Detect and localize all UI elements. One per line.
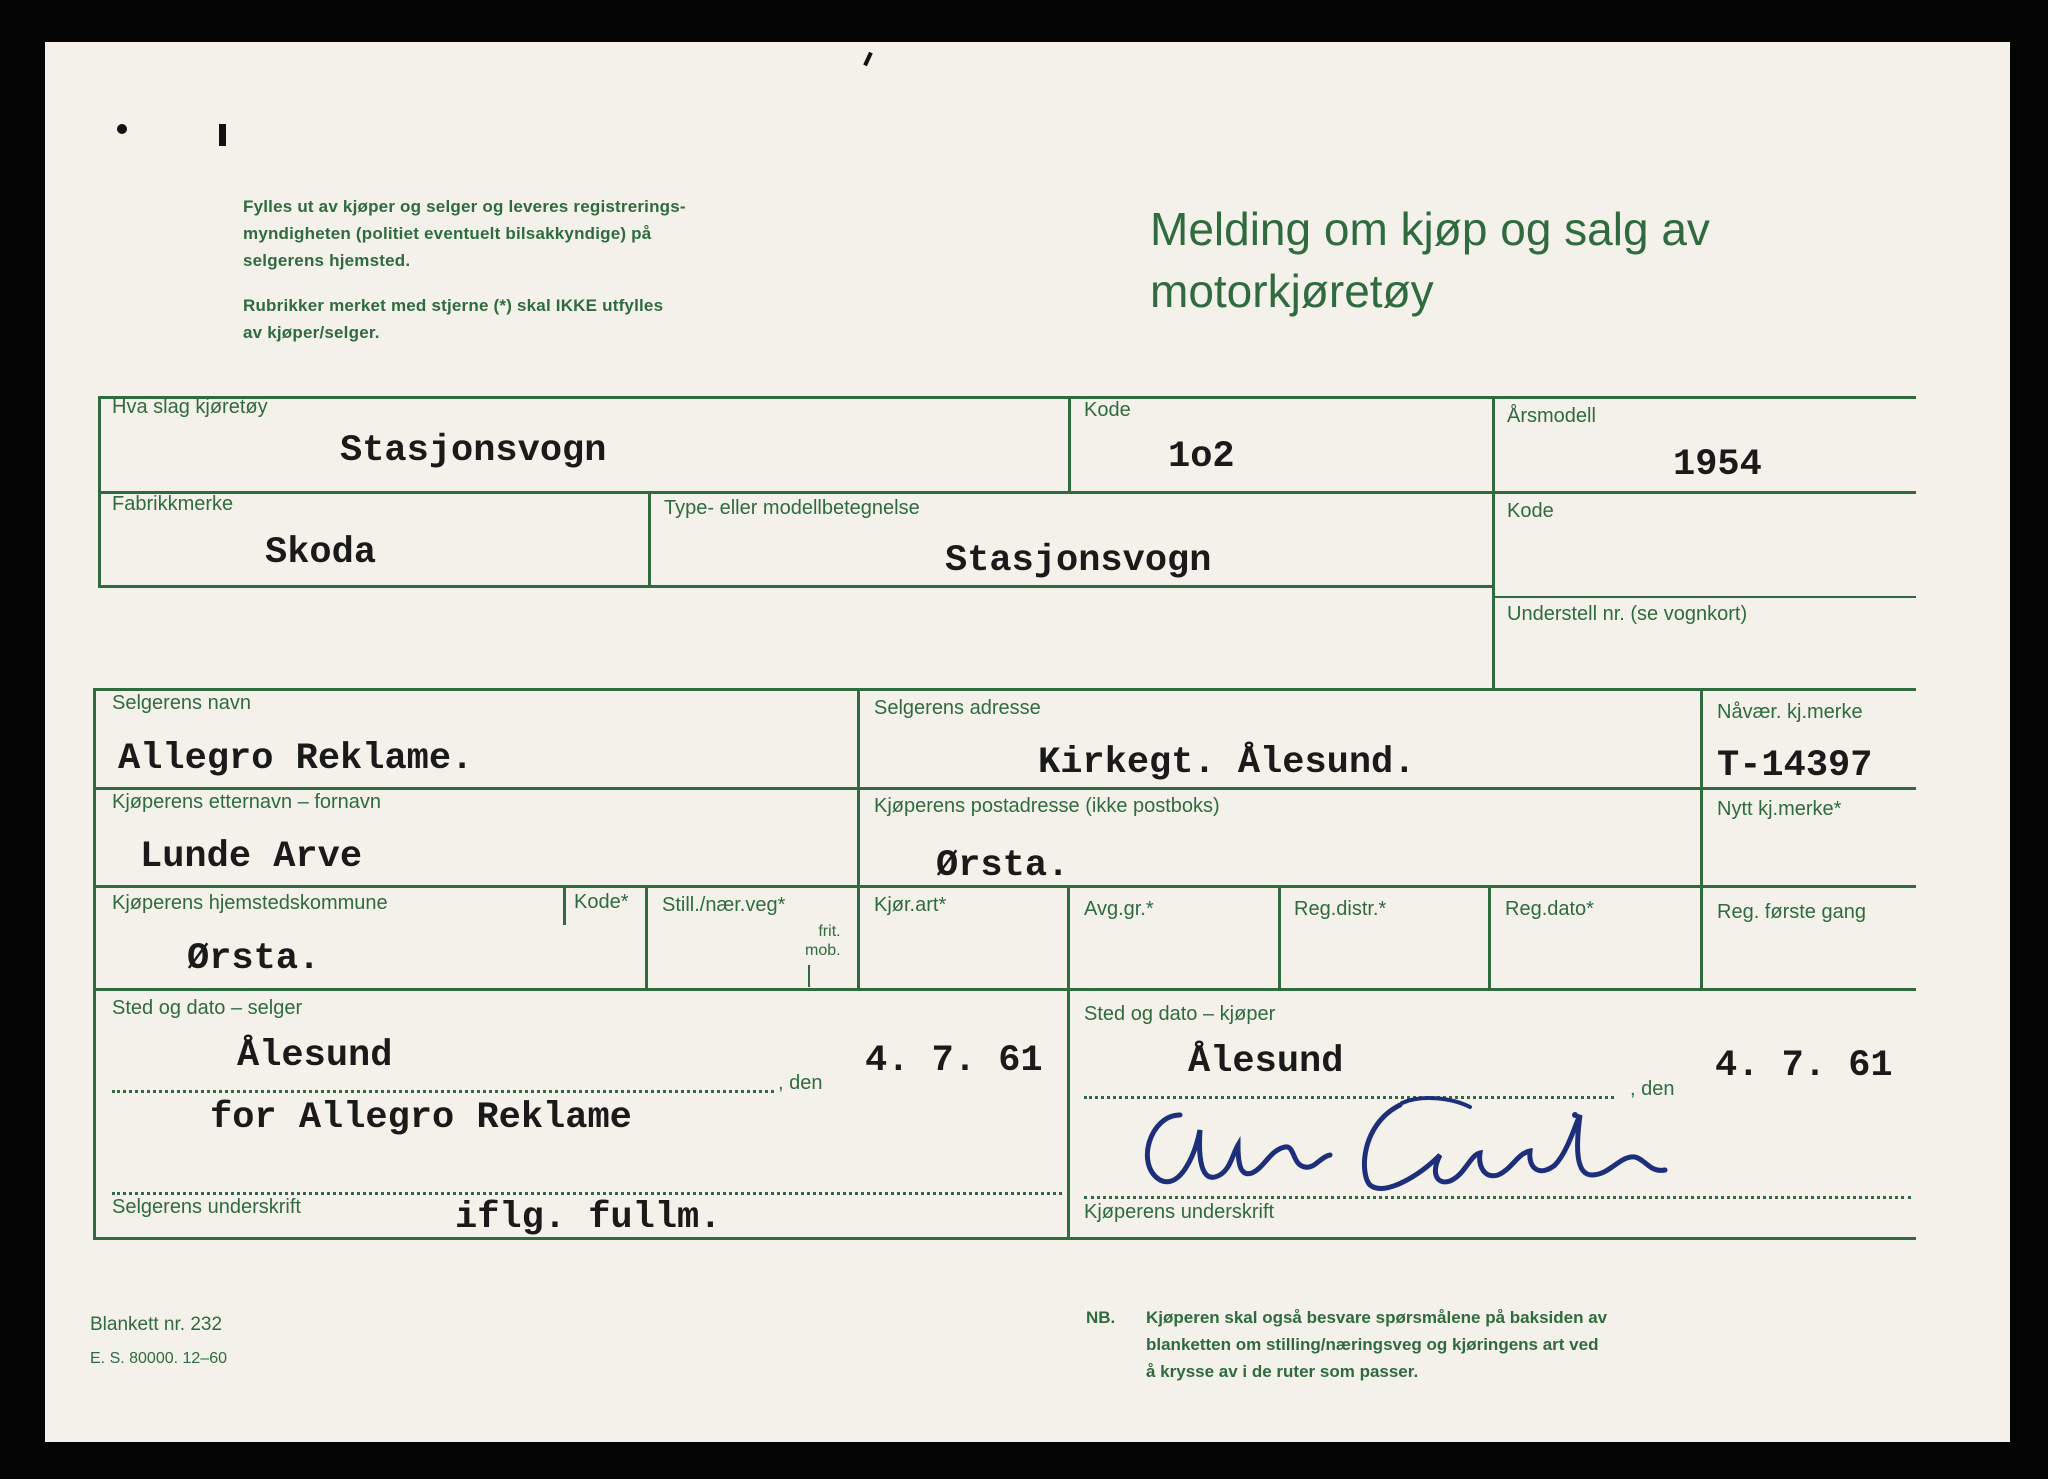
seller-address-value: Kirkegt. Ålesund.	[1038, 742, 1416, 784]
drive-type-label: Kjør.art*	[874, 894, 947, 916]
buyer-signature-label: Kjøperens underskrift	[1084, 1201, 1275, 1223]
seller-place-date-label: Sted og dato – selger	[112, 997, 303, 1019]
buyer-den-label: , den	[1630, 1078, 1675, 1100]
rule	[95, 688, 1916, 691]
rule	[1067, 885, 1070, 1240]
buyer-name-label: Kjøperens etternavn – fornavn	[112, 791, 382, 813]
buyer-municipality-label: Kjøperens hjemstedskommune	[112, 892, 388, 914]
buyer-address-value: Ørsta.	[936, 845, 1070, 887]
buyer-name-value: Lunde Arve	[140, 836, 363, 878]
rule	[648, 491, 651, 588]
code2-label: Kode	[1507, 500, 1554, 522]
buyer-address-label: Kjøperens postadresse (ikke postboks)	[874, 795, 1220, 817]
occupation-label: Still./nær.veg*	[662, 894, 786, 916]
rule	[645, 885, 648, 990]
nb-note	[1146, 1304, 1786, 1385]
rule	[95, 988, 1916, 991]
instruction-line-4: Rubrikker merket med stjerne (*) skal IKKE utfylles	[243, 296, 664, 315]
rule	[857, 885, 860, 990]
nb-line-2: blanketten om stilling/næringsveg og kjøringens art ved	[1146, 1335, 1599, 1354]
instruction-line-2: myndigheten (politiet eventuelt bilsakkyndige) på	[243, 224, 652, 243]
form-title	[1150, 198, 1710, 322]
instructions-asterisk	[243, 292, 823, 346]
code-value: 1o2	[1168, 436, 1235, 478]
current-plate-label: Nåvær. kj.merke	[1717, 701, 1863, 723]
rule	[98, 396, 101, 588]
code-label: Kode	[1084, 399, 1131, 421]
model-year-value: 1954	[1673, 444, 1762, 486]
seller-signature-value: iflg. fullm.	[455, 1197, 722, 1239]
seller-name-value: Allegro Reklame.	[118, 738, 474, 780]
new-plate-label: Nytt kj.merke*	[1717, 798, 1842, 820]
buyer-place-date-label: Sted og dato – kjøper	[1084, 1003, 1276, 1025]
buyer-place-value: Ålesund	[1188, 1041, 1344, 1083]
nb-line-1: Kjøperen skal også besvare spørsmålene på baksiden av	[1146, 1308, 1608, 1327]
rule	[98, 491, 1916, 494]
rule	[857, 688, 860, 890]
model-year-label: Årsmodell	[1507, 405, 1596, 427]
tax-group-label: Avg.gr.*	[1084, 898, 1154, 920]
rule	[95, 787, 1916, 790]
dotted-line	[112, 1090, 774, 1093]
rule	[1494, 596, 1916, 598]
instruction-line-5: av kjøper/selger.	[243, 323, 380, 342]
seller-den-label: , den	[778, 1072, 823, 1094]
vehicle-type-value: Stasjonsvogn	[340, 430, 607, 472]
rule	[95, 1237, 1916, 1240]
frit-mob-label	[805, 922, 841, 960]
rule	[1492, 396, 1495, 688]
rule	[1488, 885, 1491, 990]
form-title-line-2: motorkjøretøy	[1150, 265, 1434, 317]
make-value: Skoda	[265, 532, 377, 574]
buyer-municipality-value: Ørsta.	[187, 938, 321, 980]
seller-name-label: Selgerens navn	[112, 692, 251, 714]
first-reg-label: Reg. første gang	[1717, 901, 1866, 923]
instruction-line-1: Fylles ut av kjøper og selger og leveres registrerings-	[243, 197, 686, 216]
buyer-handwritten-signature	[1120, 1085, 1680, 1205]
rule	[1068, 396, 1071, 493]
chassis-label: Understell nr. (se vognkort)	[1507, 603, 1748, 625]
rule	[808, 965, 810, 987]
rule	[1700, 688, 1703, 988]
seller-date-value: 4. 7. 61	[865, 1040, 1043, 1082]
seller-place-value: Ålesund	[237, 1035, 393, 1077]
instructions-fill	[243, 193, 823, 274]
seller-signature-label: Selgerens underskrift	[112, 1196, 301, 1218]
rule	[563, 885, 566, 925]
ink-dot	[117, 124, 127, 134]
current-plate-value: T-14397	[1717, 745, 1873, 787]
reg-date-label: Reg.dato*	[1505, 898, 1594, 920]
vehicle-type-label: Hva slag kjøretøy	[112, 396, 268, 418]
kode-label: Kode*	[574, 891, 629, 913]
form-number: Blankett nr. 232	[90, 1314, 223, 1335]
buyer-date-value: 4. 7. 61	[1715, 1045, 1893, 1087]
model-value: Stasjonsvogn	[945, 540, 1212, 582]
dotted-line	[112, 1192, 1062, 1195]
rule	[98, 585, 1494, 588]
rule	[93, 688, 96, 1240]
ink-mark	[219, 124, 226, 146]
nb-line-3: å krysse av i de ruter som passer.	[1146, 1362, 1419, 1381]
make-label: Fabrikkmerke	[112, 493, 234, 515]
instruction-line-3: selgerens hjemsted.	[243, 251, 411, 270]
seller-for-value: for Allegro Reklame	[210, 1097, 632, 1139]
print-run: E. S. 80000. 12–60	[90, 1350, 227, 1367]
rule	[1278, 885, 1281, 990]
rule	[98, 396, 1916, 399]
reg-district-label: Reg.distr.*	[1294, 898, 1387, 920]
mob-label: mob.	[805, 942, 841, 959]
nb-label: NB.	[1086, 1308, 1116, 1327]
seller-address-label: Selgerens adresse	[874, 697, 1041, 719]
frit-label: frit.	[818, 923, 841, 940]
form-title-line-1: Melding om kjøp og salg av	[1150, 203, 1710, 255]
model-label: Type- eller modellbetegnelse	[664, 497, 920, 519]
